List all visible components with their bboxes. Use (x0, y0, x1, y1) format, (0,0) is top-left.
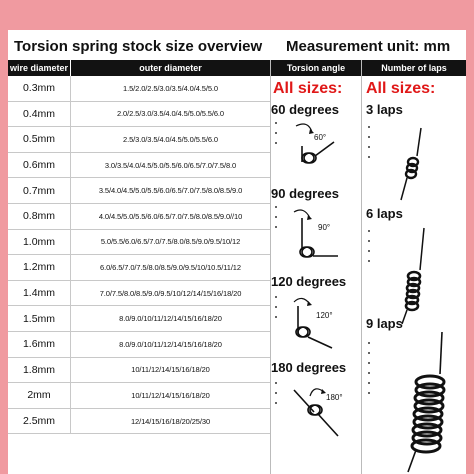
outer-diameter-cell: 12/14/15/16/18/20/25/30 (130, 416, 211, 426)
outer-diameter-cell: 5.0/5.5/6.0/6.5/7.0/7.5/8.0/8.5/9.0/9.5/10/12 (100, 237, 241, 247)
outer-diameter-cell: 10/11/12/14/15/16/18/20 (131, 365, 210, 375)
wire-diameter-cell: 1.5mm (8, 306, 71, 331)
laps-all-sizes-label: All sizes: (366, 80, 436, 97)
wire-diameter-cell: 1.8mm (8, 358, 71, 383)
spring-3-laps-icon (393, 126, 433, 202)
spring-60-icon (288, 120, 348, 172)
table-row (8, 306, 270, 332)
torsion-120-label: 120 degrees (271, 274, 347, 289)
column-divider (270, 60, 271, 474)
table-row (8, 178, 270, 204)
wire-diameter-cell: 2.5mm (8, 409, 71, 434)
header-wire-diameter: wire diameter (8, 60, 70, 76)
dot-separator (368, 126, 372, 166)
table-row (8, 204, 270, 230)
wire-diameter-cell: 0.7mm (8, 178, 71, 203)
table-row (8, 255, 270, 281)
torsion-180-label: 180 degrees (271, 360, 347, 375)
table-row (8, 281, 270, 307)
torsion-90-label: 90 degrees (271, 186, 339, 201)
spring-180-icon (288, 380, 352, 440)
spring-9-laps-icon (386, 330, 464, 474)
wire-diameter-cell: 1.2mm (8, 255, 71, 280)
table-row (8, 76, 270, 102)
table-row (8, 358, 270, 384)
outer-diameter-cell: 7.0/7.5/8.0/8.5/9.0/9.5/10/12/14/15/16/18/20 (99, 288, 242, 298)
svg-text:90°: 90° (318, 223, 331, 232)
table-row (8, 102, 270, 128)
size-table (8, 76, 270, 434)
table-row (8, 409, 270, 435)
outer-diameter-cell: 3.5/4.0/4.5/5.0/5.5/6.0/6.5/7.0/7.5/8.0/8.5/9.0 (98, 186, 243, 196)
header-outer-diameter: outer diameter (71, 60, 270, 76)
column-divider (361, 60, 362, 474)
laps-3-label: 3 laps (366, 102, 403, 117)
table-row (8, 127, 270, 153)
header-torsion-angle: Torsion angle (271, 60, 361, 76)
wire-diameter-cell: 0.4mm (8, 102, 71, 127)
wire-diameter-cell: 1.6mm (8, 332, 71, 357)
laps-9-label: 9 laps (366, 316, 403, 331)
header-number-of-laps: Number of laps (362, 60, 466, 76)
outer-diameter-cell: 4.0/4.5/5.0/5.5/6.0/6.5/7.0/7.5/8.0/8.5/9.0//10 (98, 211, 243, 221)
torsion-all-sizes-label: All sizes: (273, 80, 343, 97)
dot-separator (275, 122, 279, 152)
outer-diameter-cell: 6.0/6.5/7.0/7.5/8.0/8.5/9.0/9.5/10/10.5/11/12 (100, 262, 241, 272)
dot-separator (275, 382, 279, 412)
torsion-60-label: 60 degrees (271, 102, 339, 117)
wire-diameter-cell: 0.6mm (8, 153, 71, 178)
measurement-unit: Measurement unit: mm (286, 38, 451, 55)
wire-diameter-cell: 2mm (8, 383, 71, 408)
svg-text:120°: 120° (316, 311, 333, 320)
dot-separator (368, 342, 372, 402)
wire-diameter-cell: 1.4mm (8, 281, 71, 306)
table-row (8, 383, 270, 409)
dot-separator (368, 230, 372, 270)
sheet-title: Torsion spring stock size overview (14, 38, 263, 55)
dot-separator (275, 296, 279, 326)
outer-diameter-cell: 2.0/2.5/3.0/3.5/4.0/4.5/5.0/5.5/6.0 (116, 109, 224, 119)
dot-separator (275, 206, 279, 236)
svg-text:180°: 180° (326, 393, 343, 402)
wire-diameter-cell: 0.8mm (8, 204, 71, 229)
outer-diameter-cell: 10/11/12/14/15/16/18/20 (131, 390, 210, 400)
wire-diameter-cell: 0.3mm (8, 76, 71, 101)
spring-90-icon (288, 204, 348, 262)
wire-diameter-cell: 0.5mm (8, 127, 71, 152)
outer-diameter-cell: 2.5/3.0/3.5/4.0/4.5/5.0/5.5/6.0 (123, 134, 218, 144)
table-row (8, 230, 270, 256)
laps-6-label: 6 laps (366, 206, 403, 221)
spring-6-laps-icon (390, 226, 436, 326)
outer-diameter-cell: 8.0/9.0/10/11/12/14/15/16/18/20 (119, 314, 222, 324)
outer-diameter-cell: 1.5/2.0/2.5/3.0/3.5/4.0/4.5/5.0 (123, 83, 218, 93)
wire-diameter-cell: 1.0mm (8, 230, 71, 255)
spring-120-icon (288, 292, 348, 350)
outer-diameter-cell: 3.0/3.5/4.0/4.5/5.0/5.5/6.0/6.5/7.0/7.5/8.0 (104, 160, 237, 170)
svg-text:60°: 60° (314, 133, 327, 142)
spec-sheet (8, 30, 466, 474)
outer-diameter-cell: 8.0/9.0/10/11/12/14/15/16/18/20 (119, 339, 222, 349)
table-row (8, 153, 270, 179)
table-row (8, 332, 270, 358)
